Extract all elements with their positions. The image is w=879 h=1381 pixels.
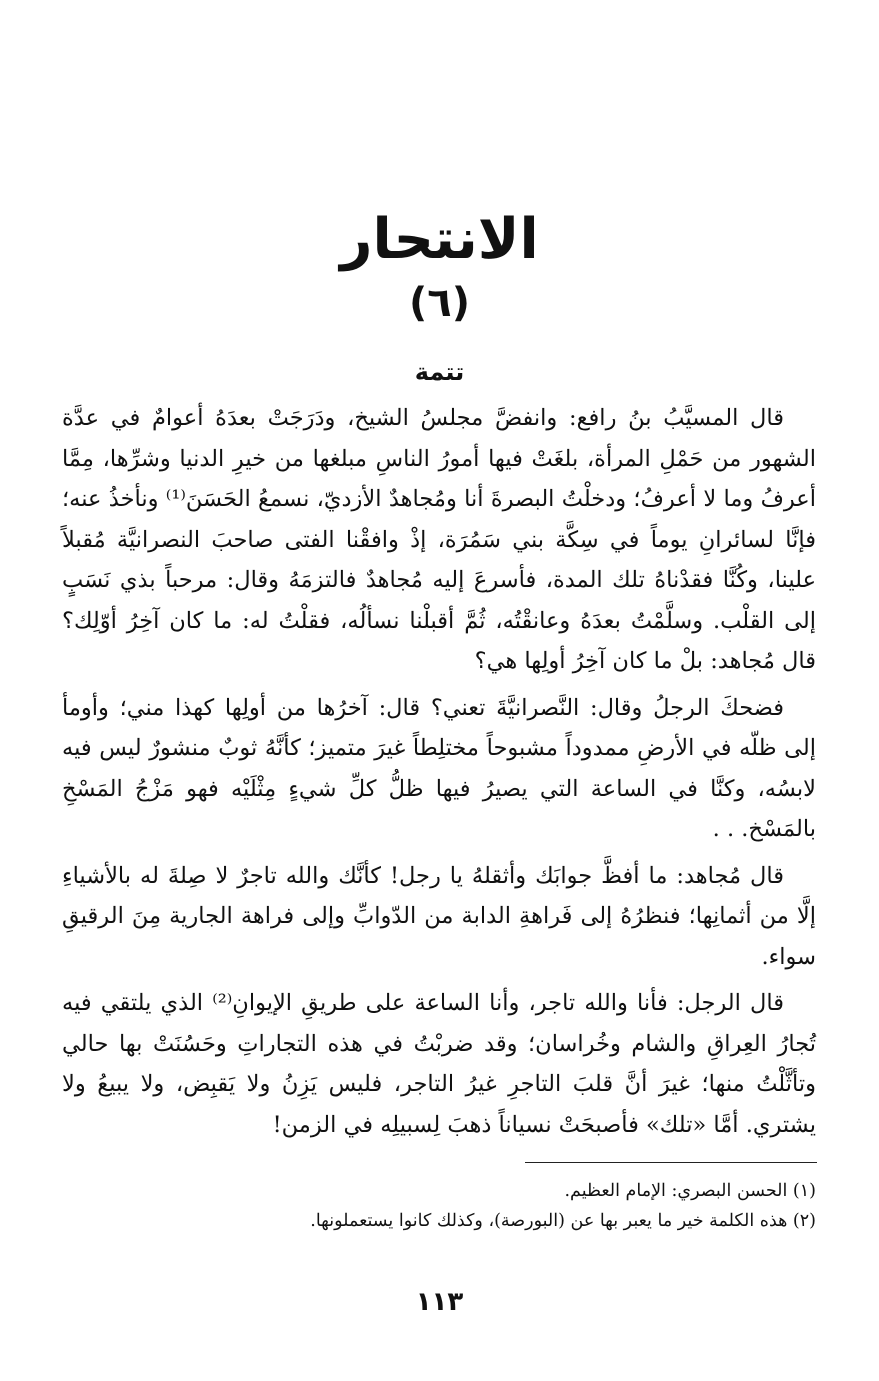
footnote-divider xyxy=(525,1162,817,1163)
footnote: (١) الحسن البصري: الإمام العظيم. xyxy=(564,1181,816,1201)
paragraph: قال المسيَّبُ بنُ رافع: وانفضَّ مجلسُ الشيخ، ودَرَجَتْ بعدَهُ أعوامٌ في عدَّة الشهور من حَمْلِ المرأة، بلغَتْ فيها أمورُ الناسِ مبلغها من خيرِ الدنيا وشرِّها، مِمَّا أعرفُ وما لا أعرفُ؛ ودخلْتُ البصرةَ أنا ومُجاهدٌ الأزديّ، نسمعُ الحَسَنَ⁽¹⁾ ونأخذُ عنه؛ فإنَّا لسائرانِ يوماً في سِكَّة بني سَمُرَة، إذْ وافقْنا الفتى صاحبَ النصرانيَّة مُقبلاً علينا، وكُنَّا فقدْناهُ تلك المدة، فأسرعَ إليه مُجاهدٌ فالتزمَهُ وقال: مرحباً بذي نَسَبٍ إلى القلْب. وسلَّمْتُ بعدَهُ وعانقْتُه، ثُمَّ أقبلْنا نسألُه، فقلْتُ له: ما كان آخِرُ أوّلِك؟ قال مُجاهد: بلْ ما كان آخِرُ أولِها هي؟ xyxy=(62,405,816,674)
footnotes xyxy=(62,1176,816,1236)
paragraph: قال مُجاهد: ما أفظَّ جوابَك وأثقلهُ يا رجل! كأنَّك والله تاجرٌ لا صِلةَ له بالأشياءِ إلَّا من أثمانِها؛ فنظرُهُ إلى فَراهةِ الدابة من الدّوابِّ وإلى فراهة الجارية مِنَ الرقيقِ سواء. xyxy=(62,862,816,970)
paragraph: فضحكَ الرجلُ وقال: النَّصرانيَّةَ تعني؟ قال: آخرُها من أولِها كهذا مني؛ وأومأ إلى ظلّه في الأرضِ ممدوداً مشبوحاً مختلِطاً غيرَ متميز؛ كأنَّهُ ثوبٌ منشورٌ ليس فيه لابسُه، وكنَّا في الساعة التي يصيرُ فيها ظلُّ كلِّ شيءٍ مِثْلَيْه فهو مَزْجُ المَسْخِ بالمَسْخ. . . xyxy=(62,694,816,842)
footnote: (٢) هذه الكلمة خير ما يعبر بها عن (البورصة)، وكذلك كانوا يستعملونها. xyxy=(310,1211,816,1231)
paragraph: قال الرجل: فأنا والله تاجر، وأنا الساعة على طريقِ الإيوانِ⁽²⁾ الذي يلتقي فيه تُجارُ العِراقِ والشام وخُراسان؛ وقد ضربْتُ في هذه التجاراتِ وحَسُنَتْ بها حالي وتأثَّلْتُ منها؛ غيرَ أنَّ قلبَ التاجرِ غيرُ التاجر، فليس يَزِنُ ولا يَقبِض، ولا يبيعُ ولا يشتري. أمَّا «تلك» فأصبحَتْ نسياناً ذهبَ لِسبيلِه في الزمن! xyxy=(62,990,816,1138)
page-number: ١١٣ xyxy=(415,1287,464,1317)
chapter-subtitle: تتمة xyxy=(414,358,465,386)
chapter-title: الانتحار xyxy=(340,207,539,272)
body-text xyxy=(62,398,816,1151)
chapter-part-number: (٦) xyxy=(409,280,470,326)
